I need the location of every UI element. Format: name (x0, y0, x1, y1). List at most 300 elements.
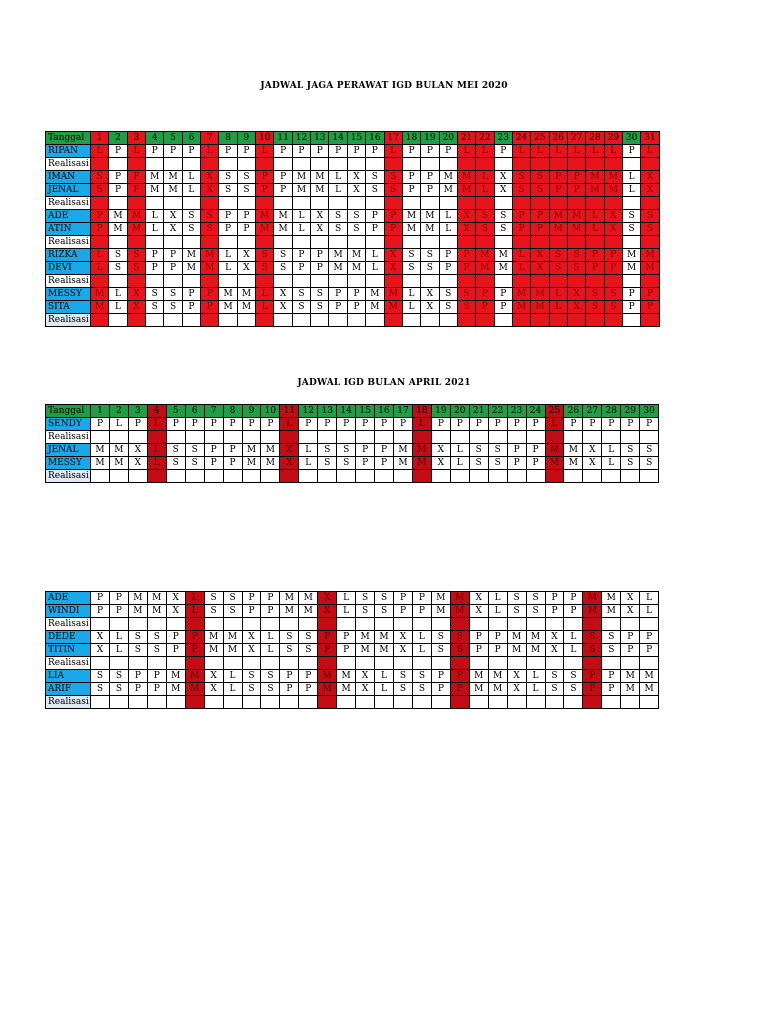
staff-row (46, 210, 660, 223)
shift-cell: X (311, 223, 329, 236)
realisasi-cell (219, 197, 237, 210)
realisasi-cell (299, 618, 318, 631)
day-header-cell: 9 (242, 405, 261, 418)
realisasi-cell (292, 275, 310, 288)
day-header-cell: 30 (622, 132, 640, 145)
staff-name: WINDI (46, 605, 91, 618)
shift-cell: S (439, 301, 457, 314)
shift-cell: M (545, 457, 564, 470)
realisasi-cell (469, 657, 488, 670)
realisasi-cell (164, 314, 182, 327)
schedule-table-april-2021 (45, 404, 659, 483)
realisasi-cell (127, 236, 145, 249)
shift-cell: L (219, 249, 237, 262)
day-header-cell: 29 (621, 405, 640, 418)
realisasi-cell (292, 236, 310, 249)
shift-cell: S (274, 262, 292, 275)
day-header-cell: 17 (384, 132, 402, 145)
shift-cell: M (421, 223, 439, 236)
shift-cell: P (564, 418, 583, 431)
shift-cell: M (564, 457, 583, 470)
realisasi-cell (604, 197, 622, 210)
shift-cell: M (223, 644, 242, 657)
realisasi-label: Realisasi (46, 431, 91, 444)
realisasi-cell (329, 158, 347, 171)
day-header-cell: 16 (366, 132, 384, 145)
shift-cell: M (261, 457, 280, 470)
realisasi-cell (439, 197, 457, 210)
staff-name: ATIN (46, 223, 91, 236)
shift-cell: L (146, 210, 164, 223)
shift-cell: L (549, 288, 567, 301)
realisasi-cell (274, 158, 292, 171)
shift-cell: S (280, 631, 299, 644)
shift-cell: X (237, 249, 255, 262)
shift-cell: M (292, 171, 310, 184)
shift-cell: S (164, 301, 182, 314)
shift-cell: M (512, 288, 530, 301)
shift-cell: M (604, 184, 622, 197)
shift-cell: P (640, 418, 659, 431)
realisasi-cell (201, 197, 219, 210)
shift-cell: M (450, 605, 469, 618)
realisasi-cell (531, 158, 549, 171)
shift-cell: X (347, 184, 365, 197)
staff-name: JENAL (46, 184, 91, 197)
shift-cell: L (109, 631, 128, 644)
realisasi-row (46, 696, 659, 709)
shift-cell: P (375, 444, 394, 457)
realisasi-cell (439, 158, 457, 171)
realisasi-cell (337, 470, 356, 483)
shift-cell: M (526, 644, 545, 657)
shift-cell: M (412, 457, 431, 470)
realisasi-cell (223, 431, 242, 444)
shift-cell: S (242, 670, 261, 683)
realisasi-cell (109, 618, 128, 631)
shift-cell: M (586, 184, 604, 197)
shift-cell: X (347, 171, 365, 184)
shift-cell: X (128, 444, 147, 457)
realisasi-cell (621, 431, 640, 444)
realisasi-cell (337, 431, 356, 444)
realisasi-row (46, 431, 659, 444)
staff-name: SENDY (46, 418, 91, 431)
realisasi-cell (412, 431, 431, 444)
shift-cell: M (469, 683, 488, 696)
shift-cell: L (299, 457, 318, 470)
realisasi-cell (109, 657, 128, 670)
day-header-cell: 24 (512, 132, 530, 145)
day-header-cell: 23 (507, 405, 526, 418)
shift-cell: S (431, 631, 450, 644)
realisasi-cell (91, 696, 110, 709)
shift-cell: X (280, 444, 299, 457)
realisasi-cell (237, 275, 255, 288)
shift-cell: L (640, 605, 659, 618)
shift-cell: S (201, 210, 219, 223)
shift-cell: P (366, 145, 384, 158)
realisasi-cell (421, 197, 439, 210)
shift-cell: X (274, 288, 292, 301)
shift-cell: S (311, 288, 329, 301)
staff-name: LIA (46, 670, 91, 683)
shift-cell: M (494, 262, 512, 275)
shift-cell: X (394, 644, 413, 657)
realisasi-cell (329, 236, 347, 249)
realisasi-cell (526, 696, 545, 709)
shift-cell: M (127, 223, 145, 236)
shift-cell: M (439, 171, 457, 184)
shift-cell: S (292, 288, 310, 301)
realisasi-cell (318, 657, 337, 670)
realisasi-cell (280, 657, 299, 670)
shift-cell: M (531, 301, 549, 314)
realisasi-cell (450, 470, 469, 483)
realisasi-cell (545, 696, 564, 709)
shift-cell: S (201, 223, 219, 236)
staff-row (46, 631, 659, 644)
table2-title: JADWAL IGD BULAN APRIL 2021 (297, 378, 471, 388)
shift-cell: P (494, 288, 512, 301)
shift-cell: S (375, 605, 394, 618)
realisasi-cell (421, 158, 439, 171)
shift-cell: S (366, 184, 384, 197)
realisasi-cell (242, 431, 261, 444)
shift-cell: M (146, 184, 164, 197)
shift-cell: X (127, 288, 145, 301)
day-header-cell: 12 (292, 132, 310, 145)
shift-cell: X (242, 644, 261, 657)
shift-cell: P (292, 262, 310, 275)
realisasi-cell (564, 470, 583, 483)
shift-cell: P (292, 145, 310, 158)
realisasi-cell (549, 197, 567, 210)
realisasi-cell (564, 618, 583, 631)
shift-cell: L (549, 301, 567, 314)
shift-cell: P (469, 631, 488, 644)
realisasi-cell (292, 314, 310, 327)
realisasi-cell (128, 618, 147, 631)
shift-cell: M (421, 210, 439, 223)
realisasi-cell (641, 275, 659, 288)
shift-cell: S (402, 249, 420, 262)
shift-cell: L (545, 418, 564, 431)
shift-cell: M (457, 171, 475, 184)
realisasi-cell (219, 275, 237, 288)
shift-cell: S (531, 184, 549, 197)
realisasi-cell (185, 470, 204, 483)
realisasi-cell (166, 618, 185, 631)
shift-cell: L (564, 631, 583, 644)
shift-cell: L (337, 592, 356, 605)
realisasi-cell (237, 236, 255, 249)
realisasi-cell (583, 618, 602, 631)
realisasi-cell (299, 431, 318, 444)
shift-cell: P (256, 171, 274, 184)
shift-cell: P (549, 184, 567, 197)
shift-cell: P (91, 418, 110, 431)
shift-cell: P (602, 683, 621, 696)
realisasi-cell (280, 618, 299, 631)
realisasi-cell (640, 431, 659, 444)
shift-cell: M (201, 262, 219, 275)
realisasi-cell (223, 657, 242, 670)
realisasi-cell (91, 470, 110, 483)
realisasi-cell (622, 236, 640, 249)
day-header-cell: 4 (147, 405, 166, 418)
shift-cell: M (469, 670, 488, 683)
shift-cell: X (421, 301, 439, 314)
shift-cell: M (507, 644, 526, 657)
shift-cell: M (439, 184, 457, 197)
shift-cell: S (602, 631, 621, 644)
shift-cell: P (337, 418, 356, 431)
realisasi-cell (394, 470, 413, 483)
shift-cell: L (512, 262, 530, 275)
shift-cell: P (109, 184, 127, 197)
realisasi-cell (299, 696, 318, 709)
realisasi-cell (166, 696, 185, 709)
realisasi-cell (147, 696, 166, 709)
realisasi-cell (329, 197, 347, 210)
realisasi-cell (366, 314, 384, 327)
shift-cell: M (384, 288, 402, 301)
realisasi-cell (457, 158, 475, 171)
shift-cell: M (526, 631, 545, 644)
shift-cell: M (337, 683, 356, 696)
shift-cell: L (375, 670, 394, 683)
shift-cell: L (567, 145, 585, 158)
shift-cell: M (201, 249, 219, 262)
realisasi-cell (127, 314, 145, 327)
shift-cell: M (237, 301, 255, 314)
realisasi-cell (347, 314, 365, 327)
shift-cell: X (421, 288, 439, 301)
shift-cell: P (439, 145, 457, 158)
shift-cell: S (337, 444, 356, 457)
staff-row (46, 184, 660, 197)
shift-cell: S (147, 644, 166, 657)
shift-cell: X (531, 262, 549, 275)
shift-cell: X (457, 210, 475, 223)
shift-cell: L (292, 210, 310, 223)
day-header-cell: 8 (223, 405, 242, 418)
realisasi-cell (476, 158, 494, 171)
shift-cell: M (640, 670, 659, 683)
realisasi-cell (201, 158, 219, 171)
shift-cell: S (256, 262, 274, 275)
realisasi-cell (91, 431, 110, 444)
shift-cell: L (185, 605, 204, 618)
realisasi-cell (531, 197, 549, 210)
realisasi-cell (256, 314, 274, 327)
shift-cell: M (91, 301, 109, 314)
shift-cell: S (109, 670, 128, 683)
shift-cell: L (622, 184, 640, 197)
realisasi-cell (261, 657, 280, 670)
shift-cell: L (450, 444, 469, 457)
shift-cell: P (109, 592, 128, 605)
day-header-cell: 21 (469, 405, 488, 418)
realisasi-cell (347, 158, 365, 171)
realisasi-cell (586, 197, 604, 210)
realisasi-cell (164, 275, 182, 288)
shift-cell: M (91, 288, 109, 301)
day-header-cell: 28 (602, 405, 621, 418)
staff-row (46, 171, 660, 184)
realisasi-cell (394, 657, 413, 670)
shift-cell: S (219, 184, 237, 197)
shift-cell: M (280, 605, 299, 618)
shift-cell: P (166, 418, 185, 431)
realisasi-cell (242, 470, 261, 483)
realisasi-cell (91, 197, 109, 210)
shift-cell: M (242, 457, 261, 470)
staff-row (46, 683, 659, 696)
shift-cell: P (526, 457, 545, 470)
shift-cell: M (402, 210, 420, 223)
realisasi-cell (366, 158, 384, 171)
realisasi-cell (526, 657, 545, 670)
shift-cell: X (567, 288, 585, 301)
shift-cell: L (147, 418, 166, 431)
day-header-cell: 11 (280, 405, 299, 418)
day-header-cell: 1 (91, 132, 109, 145)
realisasi-cell (439, 275, 457, 288)
shift-cell: S (292, 301, 310, 314)
shift-cell: M (318, 683, 337, 696)
shift-cell: P (641, 288, 659, 301)
realisasi-cell (641, 236, 659, 249)
shift-cell: S (347, 223, 365, 236)
shift-cell: M (109, 223, 127, 236)
day-header-cell: 3 (128, 405, 147, 418)
shift-cell: M (185, 683, 204, 696)
realisasi-cell (564, 657, 583, 670)
shift-cell: X (384, 249, 402, 262)
staff-row (46, 670, 659, 683)
realisasi-cell (512, 275, 530, 288)
shift-cell: L (604, 145, 622, 158)
realisasi-cell (311, 158, 329, 171)
realisasi-cell (621, 696, 640, 709)
shift-cell: X (583, 457, 602, 470)
shift-cell: M (182, 262, 200, 275)
shift-cell: L (526, 670, 545, 683)
shift-cell: M (621, 670, 640, 683)
shift-cell: M (476, 249, 494, 262)
realisasi-cell (476, 275, 494, 288)
realisasi-cell (128, 657, 147, 670)
realisasi-cell (109, 275, 127, 288)
shift-cell: P (421, 184, 439, 197)
realisasi-cell (166, 431, 185, 444)
realisasi-cell (311, 197, 329, 210)
shift-cell: X (311, 210, 329, 223)
day-header-cell: 5 (164, 132, 182, 145)
shift-cell: S (146, 301, 164, 314)
realisasi-cell (469, 470, 488, 483)
shift-cell: L (512, 249, 530, 262)
staff-name: MESSY (46, 288, 91, 301)
shift-cell: S (91, 683, 110, 696)
realisasi-cell (494, 275, 512, 288)
shift-cell: P (356, 418, 375, 431)
realisasi-cell (604, 314, 622, 327)
realisasi-cell (109, 314, 127, 327)
realisasi-cell (384, 158, 402, 171)
day-header-cell: 7 (204, 405, 223, 418)
shift-cell: M (311, 184, 329, 197)
shift-cell: M (545, 444, 564, 457)
shift-cell: P (329, 301, 347, 314)
shift-cell: S (421, 249, 439, 262)
shift-cell: M (622, 249, 640, 262)
realisasi-cell (526, 470, 545, 483)
shift-cell: L (109, 288, 127, 301)
day-header-cell: 10 (261, 405, 280, 418)
shift-cell: L (329, 184, 347, 197)
realisasi-cell (185, 657, 204, 670)
realisasi-cell (469, 431, 488, 444)
staff-name: DEDE (46, 631, 91, 644)
realisasi-cell (237, 314, 255, 327)
shift-cell: X (274, 301, 292, 314)
shift-cell: P (91, 592, 110, 605)
shift-cell: L (147, 457, 166, 470)
realisasi-cell (567, 314, 585, 327)
realisasi-cell (347, 236, 365, 249)
shift-cell: M (318, 670, 337, 683)
shift-cell: L (299, 444, 318, 457)
realisasi-cell (531, 236, 549, 249)
realisasi-cell (311, 275, 329, 288)
realisasi-cell (147, 657, 166, 670)
shift-cell: L (375, 683, 394, 696)
shift-cell: P (421, 171, 439, 184)
shift-cell: S (280, 644, 299, 657)
realisasi-cell (488, 431, 507, 444)
shift-cell: L (256, 288, 274, 301)
realisasi-cell (526, 431, 545, 444)
realisasi-cell (318, 470, 337, 483)
shift-cell: P (280, 683, 299, 696)
realisasi-cell (146, 158, 164, 171)
realisasi-cell (431, 618, 450, 631)
shift-cell: P (182, 301, 200, 314)
shift-cell: P (586, 262, 604, 275)
shift-cell: P (412, 592, 431, 605)
day-header-cell: 21 (457, 132, 475, 145)
shift-cell: S (604, 288, 622, 301)
shift-cell: S (476, 210, 494, 223)
realisasi-cell (549, 314, 567, 327)
day-header-cell: 18 (412, 405, 431, 418)
shift-cell: S (622, 210, 640, 223)
realisasi-cell (204, 431, 223, 444)
shift-cell: P (394, 592, 413, 605)
shift-cell: X (356, 670, 375, 683)
shift-cell: L (512, 145, 530, 158)
realisasi-cell (109, 696, 128, 709)
shift-cell: X (384, 262, 402, 275)
schedule-table-mei-2020 (45, 131, 660, 327)
shift-cell: P (204, 457, 223, 470)
shift-cell: P (237, 223, 255, 236)
shift-cell: M (242, 444, 261, 457)
realisasi-cell (384, 197, 402, 210)
